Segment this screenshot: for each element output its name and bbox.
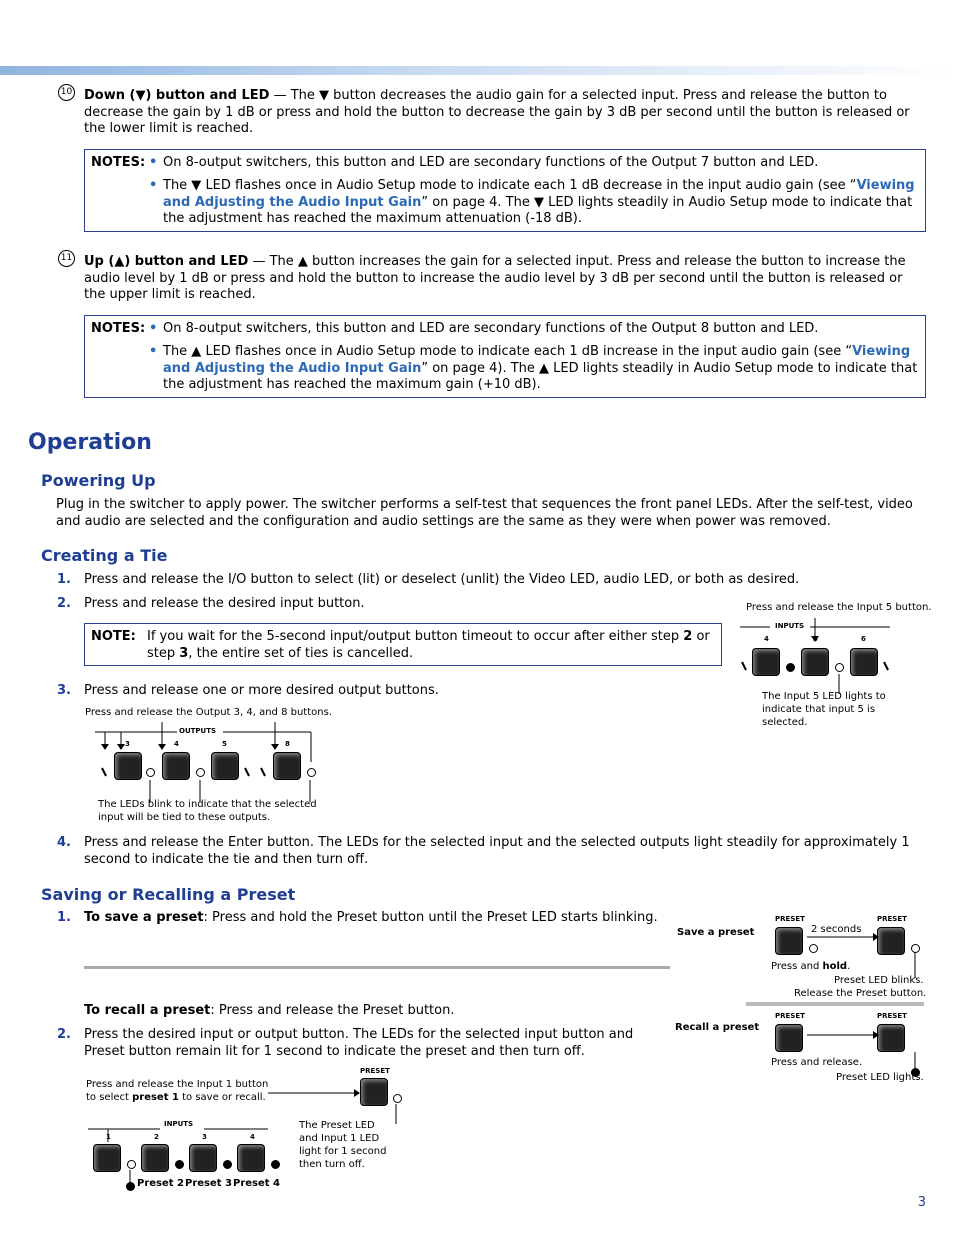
tie-step-2: Press and release the desired input button. [84, 596, 365, 611]
output-number: 8 [285, 740, 290, 748]
output-5-button[interactable] [211, 752, 239, 780]
text-fragment: . [847, 961, 851, 972]
tie-step-1: Press and release the I/O button to select (lit) or deselect (unlit) the Video LED, audio LED, or both as desired. [84, 572, 800, 587]
fig-outputs-label: OUTPUTS [179, 727, 217, 735]
input-6-button[interactable] [850, 648, 878, 676]
note-bullet: • The ▼ LED flashes once in Audio Setup mode to indicate each 1 dB decrease in the input audio gain (see “Viewing and Adjusting the Audio Input Gain” on page 4. The ▼ LED lights steadily in Audio Setup mode to indicate that the adjustment has reached the maximum attenuation (-18 dB). [149, 178, 915, 226]
output-number: 4 [174, 740, 179, 748]
step-number: 4. [57, 835, 71, 850]
text-fragment: to save or recall. [178, 1092, 266, 1103]
preset-recall-text: : Press and release the Preset button. [210, 1003, 455, 1018]
divider [746, 1002, 924, 1006]
tie-note-box [84, 623, 722, 666]
input-number: 1 [106, 1133, 111, 1141]
item-10-notes-box [84, 149, 926, 232]
output-4-button[interactable] [162, 752, 190, 780]
output-3-button[interactable] [114, 752, 142, 780]
note-text: ” on page 4. The ▼ LED lights steadily in Audio Setup mode to indicate that the adjustment has reached the maximum attenuation (-18 dB). [163, 194, 913, 226]
header-gradient-bar [0, 66, 954, 75]
note-bullet: • The ▲ LED flashes once in Audio Setup mode to indicate each 1 dB increase in the input audio gain (see “Viewing and Adjusting the Audio Input Gain” on page 4). The ▲ LED lights steadily in Audio Setup mode to indicate that the adjustment has reached the maximum gain (+10 dB). [149, 344, 918, 392]
note-fragment: , the entire set of ties is cancelled. [188, 645, 414, 661]
callout-number-10: 10 [58, 84, 75, 101]
note-fragment: or step [147, 629, 710, 661]
tie-step-3: Press and release one or more desired output buttons. [84, 683, 439, 698]
note-text: ” on page 4). The ▲ LED lights steadily in Audio Setup mode to indicate that the adjustment has reached the maximum gain (+10 dB). [163, 360, 918, 392]
two-seconds-label: 2 seconds [811, 924, 862, 935]
text-fragment: Press and release the Input 1 button to select [86, 1079, 269, 1103]
fig-input-caption: Press and release the Input 5 button. [746, 602, 932, 613]
input-number: 4 [250, 1133, 255, 1141]
step-number: 3. [57, 683, 71, 698]
input-number: 2 [154, 1133, 159, 1141]
note-bullet: • On 8-output switchers, this button and LED are secondary functions of the Output 7 button and LED. [149, 155, 819, 170]
notes-label: NOTES: [91, 321, 146, 336]
page-number: 3 [917, 1195, 926, 1210]
preset-label: PRESET [360, 1067, 390, 1075]
fig-output-caption: Press and release the Output 3, 4, and 8 buttons. [85, 707, 332, 718]
preset-step-1 [84, 910, 664, 927]
release-preset-button: Release the Preset button. [794, 988, 927, 999]
preset-4-label: Preset 4 [233, 1178, 280, 1189]
output-8-led [307, 768, 316, 777]
preset-label: PRESET [775, 915, 805, 923]
input-5-button[interactable] [801, 648, 829, 676]
input-1-led [127, 1160, 136, 1169]
callout-number-11: 11 [58, 250, 75, 267]
powering-up-text: Plug in the switcher to apply power. The switcher performs a self-test that sequences the front panel LEDs. After the self-test, video and audio are selected and the configuration and audio settings are the same as they were when power was removed. [56, 497, 913, 529]
preset-label: PRESET [877, 915, 907, 923]
preset-step-1-bold: To save a preset [84, 910, 204, 925]
section-heading-operation: Operation [28, 430, 152, 455]
input-2-button[interactable] [141, 1144, 169, 1172]
step-number: 2. [57, 596, 71, 611]
output-number: 5 [222, 740, 227, 748]
output-8-button[interactable] [273, 752, 301, 780]
recall-preset-lines [740, 1018, 940, 1078]
preset-label: PRESET [877, 1012, 907, 1020]
input-4-button[interactable] [237, 1144, 265, 1172]
note-bullet: • On 8-output switchers, this button and LED are secondary functions of the Output 8 button and LED. [149, 321, 819, 336]
note-label: NOTE: [91, 629, 136, 644]
led-indicator [126, 1182, 135, 1191]
preset-1-bold: preset 1 [132, 1092, 179, 1103]
notes-label: NOTES: [91, 155, 146, 170]
item-10-text: — The ▼ button decreases the audio gain for a selected input. Press and release the button to decrease the gain by 1 dB or press and hold the button to decrease the gain by 3 dB per second until the button is released or the lower limit is reached. [84, 88, 910, 136]
input-4-led [271, 1160, 280, 1169]
fig-inputs-label: INPUTS [775, 622, 805, 630]
input-4-button[interactable] [752, 648, 780, 676]
divider [84, 966, 670, 969]
note-text [147, 629, 712, 662]
preset-step-1-text: : Press and hold the Preset button until the Preset LED starts blinking. [203, 910, 658, 925]
fig-input-note: The Input 5 LED lights to indicate that input 5 is selected. [762, 691, 886, 728]
preset-led-blinks: Preset LED blinks. [834, 975, 924, 986]
step-number: 2. [57, 1027, 71, 1042]
fig-output-note: The LEDs blink to indicate that the selected input will be tied to these outputs. [98, 799, 317, 823]
note-text: The ▲ LED flashes once in Audio Setup mode to indicate each 1 dB increase in the input audio gain (see “ [163, 344, 853, 359]
note-fragment: If you wait for the 5-second input/output button timeout to occur after either step [147, 629, 684, 644]
heading-creating-a-tie: Creating a Tie [41, 546, 168, 565]
preset-recall-line [84, 1003, 664, 1020]
preset-label: PRESET [775, 1012, 805, 1020]
output-number: 3 [125, 740, 130, 748]
item-11-notes-box [84, 315, 926, 398]
input-3-led [223, 1160, 232, 1169]
preset-recall-bold: To recall a preset [84, 1003, 211, 1018]
item-10-paragraph [84, 88, 920, 138]
note-link[interactable]: Viewing and Adjusting the Audio Input Gain [163, 344, 911, 376]
input-number: 3 [202, 1133, 207, 1141]
output-3-led [146, 768, 155, 777]
step-number: 1. [57, 910, 71, 925]
recall-preset-label: Recall a preset [675, 1022, 760, 1033]
note-text: On 8-output switchers, this button and LED are secondary functions of the Output 7 button and LED. [163, 155, 819, 170]
input-number: 4 [764, 635, 769, 643]
item-11-title: Up (▲) button and LED [84, 254, 249, 269]
preset-step-2: Press the desired input or output button. The LEDs for the selected input button and Preset button remain lit for 1 second to indicate the preset and then turn off. [84, 1027, 634, 1059]
step-number: 1. [57, 572, 71, 587]
press-hold-text [771, 960, 850, 973]
preset-2-label: Preset 2 [137, 1178, 184, 1189]
tie-step-4: Press and release the Enter button. The LEDs for the selected input and the selected outputs light steadily for approximately 1 second to indicate the tie and then turn off. [84, 835, 910, 867]
hold-bold: hold [822, 961, 848, 972]
note-step-ref: 3 [179, 645, 189, 661]
input-3-button[interactable] [189, 1144, 217, 1172]
input-5-led [835, 663, 844, 672]
note-text: On 8-output switchers, this button and LED are secondary functions of the Output 8 button and LED. [163, 321, 819, 336]
preset-led-lights: Preset LED lights. [836, 1072, 924, 1083]
save-preset-label: Save a preset [677, 927, 755, 938]
heading-saving-recalling-preset: Saving or Recalling a Preset [41, 885, 296, 904]
heading-powering-up: Powering Up [41, 471, 156, 490]
text-fragment: Press and [771, 961, 823, 972]
press-release-text: Press and release. [771, 1057, 863, 1068]
item-11-text: — The ▲ button increases the gain for a selected input. Press and release the button to increase the audio level by 1 dB or press and hold the button to increase the audio level by 3 dB per second until the button is released or the upper limit is reached. [84, 254, 906, 302]
item-10-title: Down (▼) button and LED [84, 88, 270, 103]
input-1-button[interactable] [93, 1144, 121, 1172]
input-number: 5 [813, 635, 818, 643]
input-4-led [786, 663, 795, 672]
input-number: 6 [861, 635, 866, 643]
fig-preset-note: The Preset LED and Input 1 LED light for 1 second then turn off. [299, 1120, 387, 1170]
input-2-led [175, 1160, 184, 1169]
note-link[interactable]: Viewing and Adjusting the Audio Input Gain [163, 178, 915, 210]
output-4-led [196, 768, 205, 777]
note-text: The ▼ LED flashes once in Audio Setup mode to indicate each 1 dB decrease in the input audio gain (see “ [163, 178, 857, 193]
fig-inputs-label: INPUTS [164, 1120, 194, 1128]
item-11-paragraph [84, 254, 920, 304]
note-step-ref: 2 [683, 629, 693, 644]
preset-3-label: Preset 3 [185, 1178, 232, 1189]
